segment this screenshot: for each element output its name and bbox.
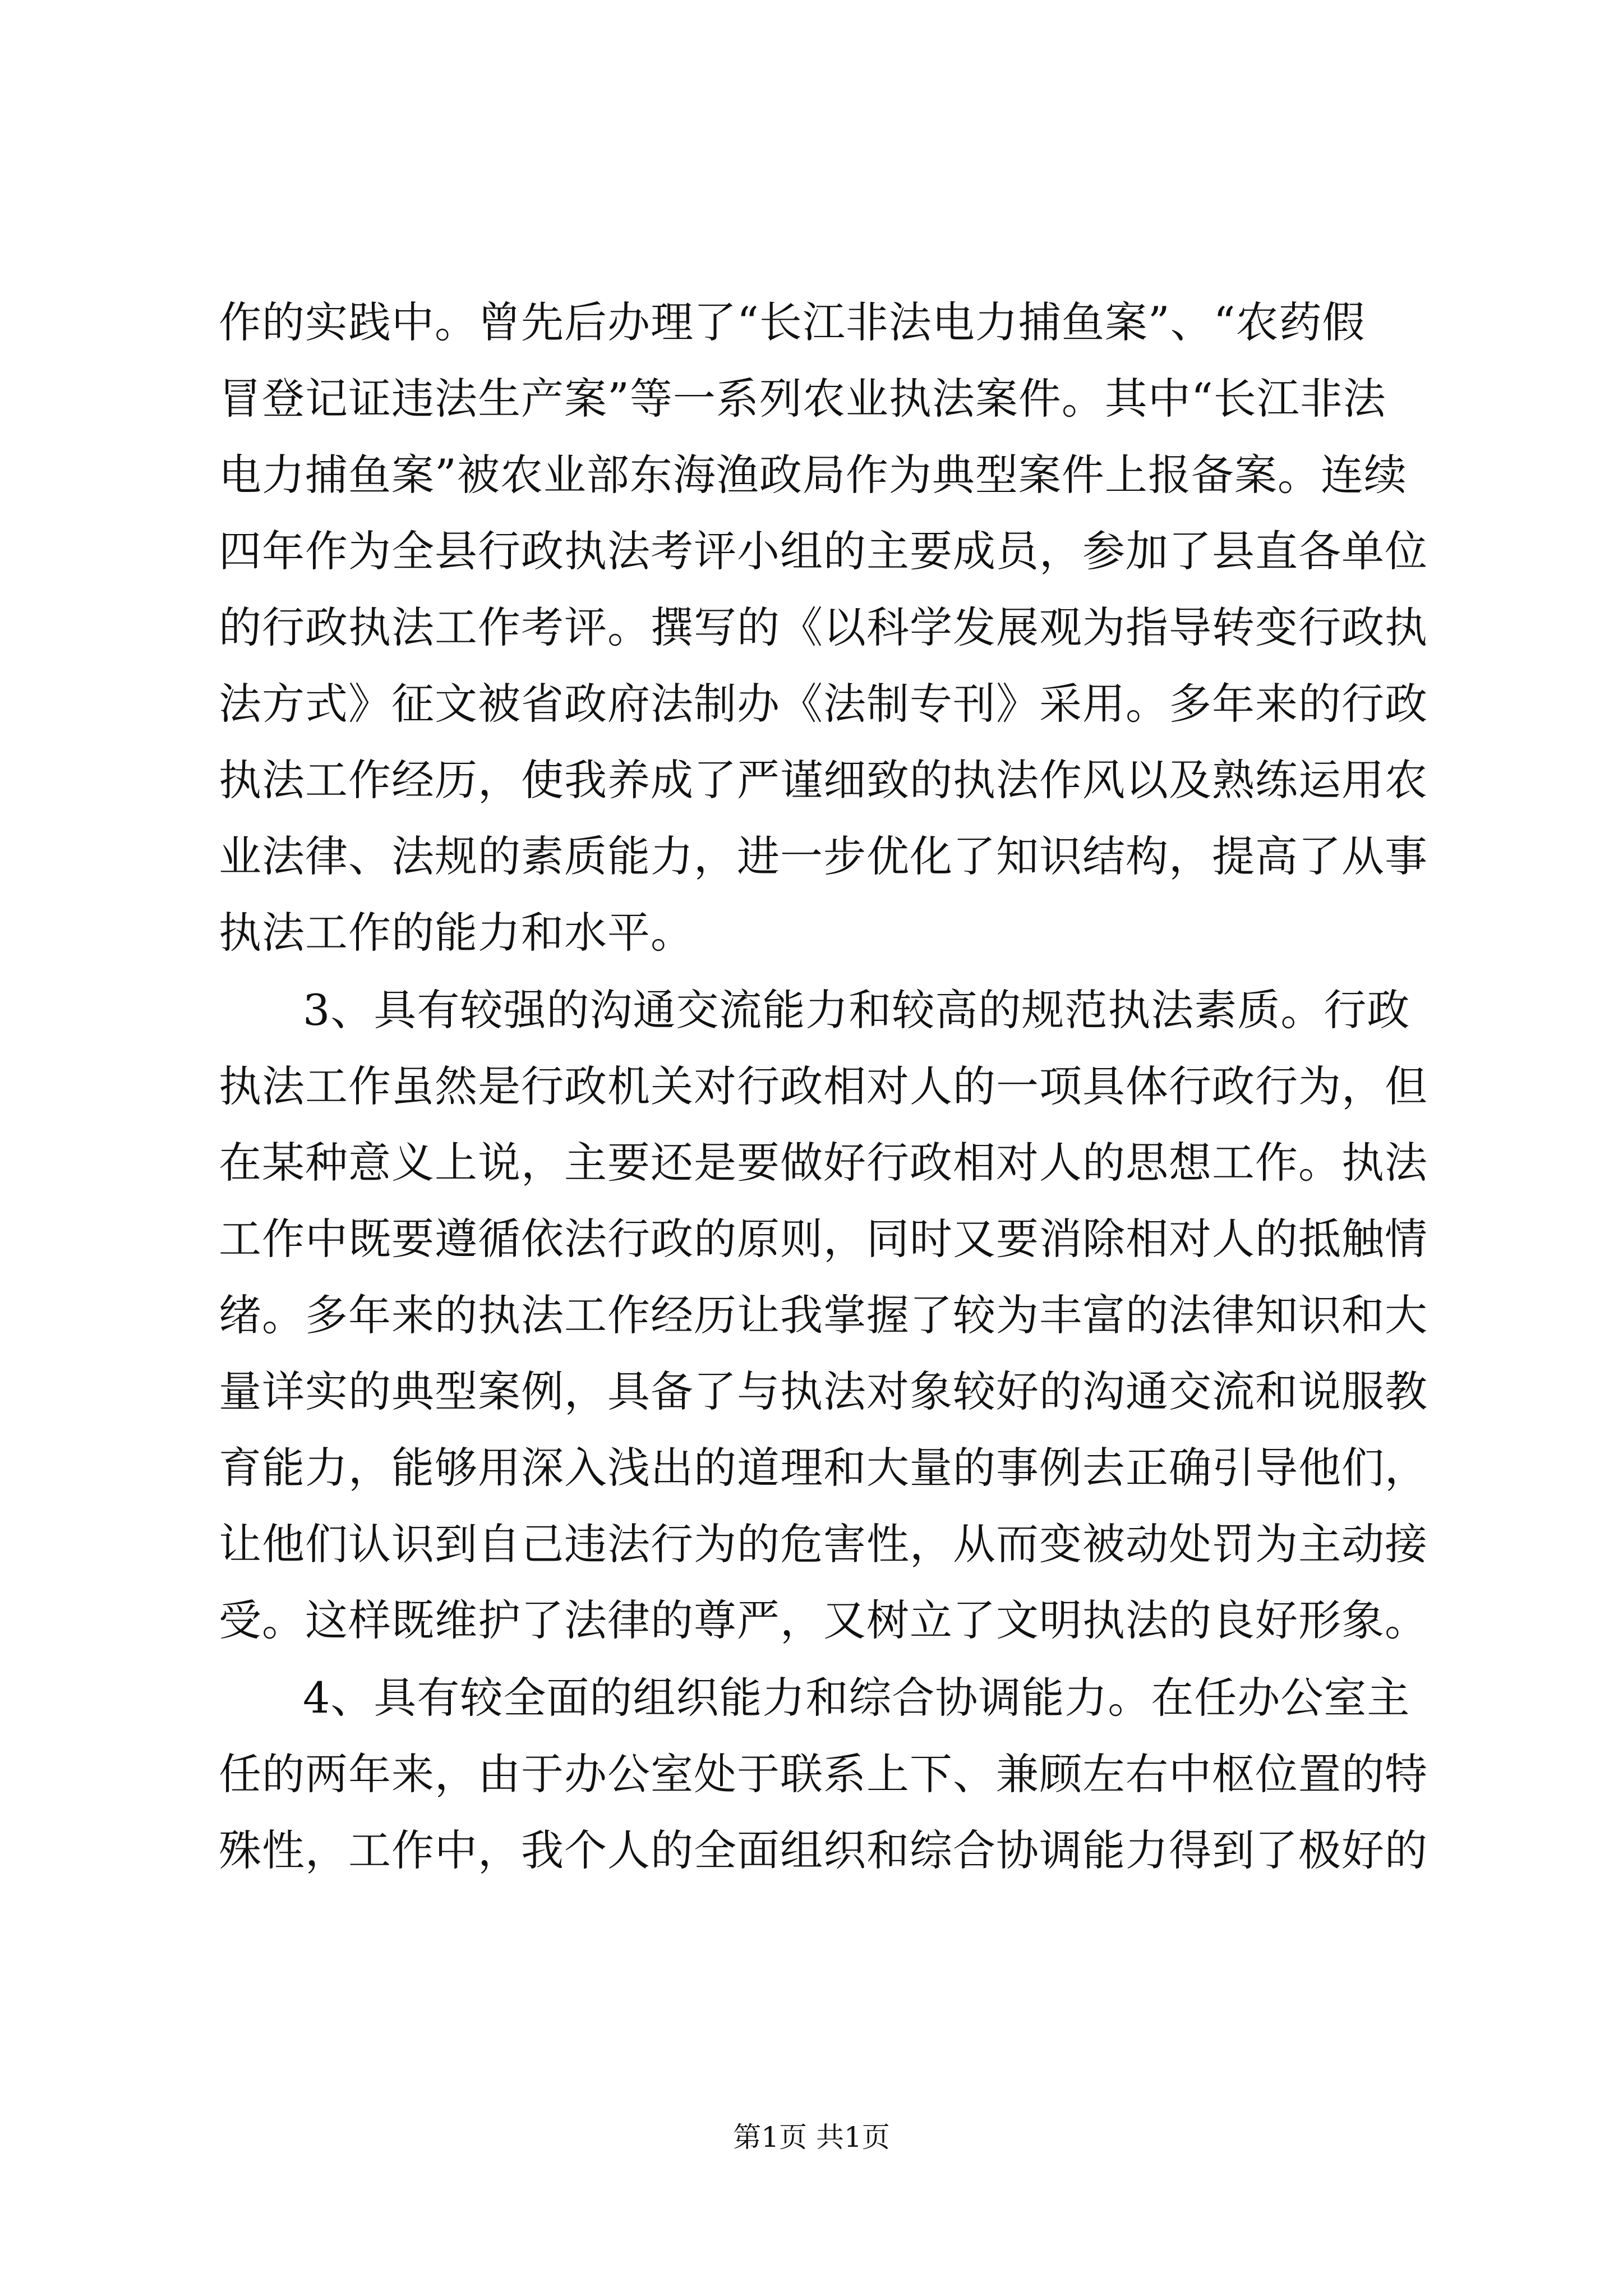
body-text-line: 在某种意义上说，主要还是要做好行政相对人的思想工作。执法: [219, 1138, 1428, 1188]
body-text-line: 作的实践中。曾先后办理了“长江非法电力捕鱼案”、“农药假: [219, 297, 1366, 347]
body-text-line: 殊性，工作中，我个人的全面组织和综合协调能力得到了极好的: [219, 1825, 1428, 1875]
body-text-line: 工作中既要遵循依法行政的原则，同时又要消除相对人的抵触情: [219, 1214, 1428, 1264]
body-text-line: 任的两年来，由于办公室处于联系上下、兼顾左右中枢位置的特: [219, 1749, 1428, 1799]
body-text-line: 法方式》征文被省政府法制办《法制专刊》采用。多年来的行政: [219, 679, 1428, 729]
body-text-line: 育能力，能够用深入浅出的道理和大量的事例去正确引导他们，: [219, 1443, 1428, 1493]
body-text-line: 电力捕鱼案”被农业部东海渔政局作为典型案件上报备案。连续: [219, 450, 1407, 500]
body-text-line: 执法工作的能力和水平。: [219, 908, 694, 958]
body-text-line: 绪。多年来的执法工作经历让我掌握了较为丰富的法律知识和大: [219, 1290, 1428, 1340]
body-text-line: 冒登记证违法生产案”等一系列农业执法案件。其中“长江非法: [219, 374, 1386, 424]
body-text-line: 执法工作经历，使我养成了严谨细致的执法作风以及熟练运用农: [219, 755, 1428, 805]
body-text-line: 执法工作虽然是行政机关对行政相对人的一项具体行政行为，但: [219, 1061, 1428, 1111]
body-text-line: 受。这样既维护了法律的尊严，又树立了文明执法的良好形象。: [219, 1595, 1428, 1645]
body-text-line: 让他们认识到自己违法行为的危害性，从而变被动处罚为主动接: [219, 1519, 1428, 1569]
page-footer: 第1页 共1页: [733, 2121, 890, 2154]
paragraph-heading-3: 3、具有较强的沟通交流能力和较高的规范执法素质。行政: [303, 985, 1410, 1035]
body-text-line: 业法律、法规的素质能力，进一步优化了知识结构，提高了从事: [219, 831, 1428, 881]
paragraph-heading-4: 4、具有较全面的组织能力和综合协调能力。在任办公室主: [303, 1673, 1410, 1723]
body-text-line: 的行政执法工作考评。撰写的《以科学发展观为指导转变行政执: [219, 602, 1428, 652]
body-text-line: 量详实的典型案例，具备了与执法对象较好的沟通交流和说服教: [219, 1366, 1428, 1416]
body-text-line: 四年作为全县行政执法考评小组的主要成员，参加了县直各单位: [219, 526, 1428, 576]
